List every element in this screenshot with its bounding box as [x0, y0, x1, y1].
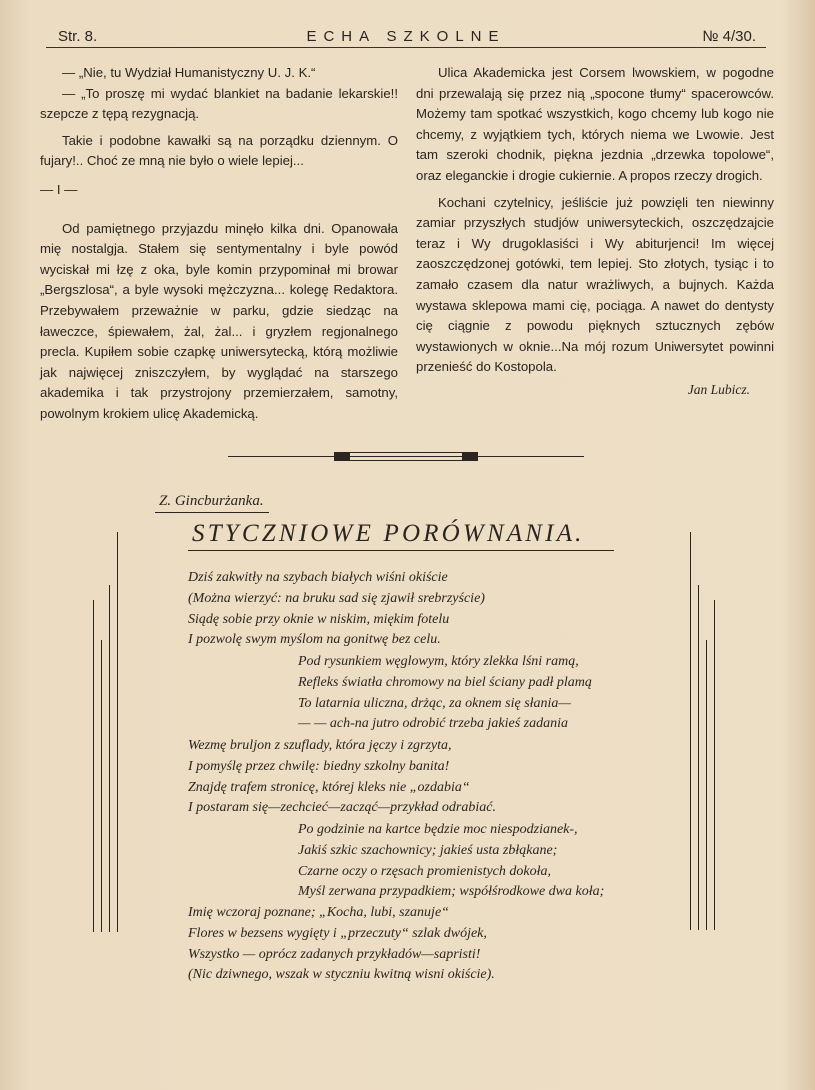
left-paragraph: — „Nie, tu Wydział Humanistyczny U. J. K.“ [62, 65, 316, 80]
page-number: Str. 8. [58, 28, 98, 45]
poem-line: I pomyślę przez chwilę: biedny szkolny banita! [188, 758, 450, 774]
poem-line: To latarnia uliczna, drżąc, za oknem się słania— [298, 695, 571, 711]
decor-line-left [101, 640, 102, 932]
journal-title: ECHA SZKOLNE [306, 28, 506, 45]
header-rule [46, 47, 766, 48]
decor-line-right [706, 640, 707, 930]
poem-line: Wszystko — oprócz zadanych przykładów—sapristi! [188, 946, 481, 962]
right-column [416, 63, 774, 401]
decor-line-right [698, 585, 699, 930]
poem-line: Imię wczoraj poznane; „Kocha, lubi, szanuje“ [188, 905, 449, 920]
poem-line: Wezmę bruljon z szuflady, która jęczy i zgrzyta, [188, 738, 452, 753]
divider-line [346, 452, 466, 453]
poem-line: Refleks światła chromowy na biel ściany padł plamą [298, 674, 592, 690]
issue-number: № 4/30. [702, 28, 756, 45]
poem-line: Znajdę trafem stronicę, której kleks nie „ozdabia“ [188, 779, 470, 795]
left-paragraph: — „To proszę mi wydać blankiet na badanie lekarskie!! szepcze z tępą rezygnacją. [40, 85, 398, 122]
poem-line: I postaram się—zechcieć—zacząć—przykład odrabiać. [188, 800, 496, 816]
divider-block [334, 452, 350, 461]
poem-stanza [298, 820, 604, 903]
decor-line-right [714, 600, 715, 930]
left-column [40, 63, 398, 425]
poem-author: Z. Gincburżanka. [159, 493, 264, 509]
article-signature: Jan Lubicz. [687, 381, 750, 397]
decor-line-right [690, 532, 691, 930]
poem-line: Pod rysunkiem węglowym, który zlekka lśni ramą, [298, 654, 579, 669]
decor-line-left [109, 585, 110, 932]
poem-line: Jakiś szkic szachownicy; jakieś usta zbłąkane; [298, 842, 558, 858]
poem-title: STYCZNIOWE PORÓWNANIA. [192, 520, 585, 547]
poem-line: — — ach-na jutro odrobić trzeba jakieś zadania [298, 716, 569, 732]
poem-stanza [298, 652, 592, 735]
divider-line [228, 456, 584, 457]
right-paragraph: Kochani czytelnicy, jeśliście już powzięli ten niewinny zamiar przyszłych studjów uniwersyteckich, oszczędzajcie teraz i Wy drugoklasiści i Wy abiturjenci! Im więcej zaoszczędzonej gotówki, tem lepiej. Sto złotych, tysiąc i to zamało czasem dla natur wrażliwych, a bujnych. Każda wystawa sklepowa mami cię, pociąga. A nawet do dentysty cię ciągnie z powodu pięknych sztucznych zębów wystawionych w oknie...Na mój rozum Uniwersytet powinni przenieść do Kostopola. [416, 194, 774, 375]
poem-line: Po godzinie na kartce będzie moc niespodzianek-, [298, 822, 578, 837]
poem-stanza [188, 568, 485, 651]
poem-line: (Nic dziwnego, wszak w styczniu kwitną wisni okiście). [188, 967, 495, 983]
left-paragraph: Od pamiętnego przyjazdu minęło kilka dni. Opanowała mię nostalgja. Stałem się sentymentalny i byle powód wyciskał mi łzę z oka, byle komin przypominał mi browar „Bergszlosa“, a byle wysoki mężczyzna... kolegę Redaktora. Przebywałem przeważnie w parku, gdzie siedząc na ławeczce, śpiewałem, żal, żal... i gryzłem regjonalnego precla. Kupiłem sobie czapkę uniwersytecką, którą możliwie jak najwięcej zniszczyłem, by wyglądać na starszego akademika i tak przystrojony przemierzałem, samotny, powolnym krokiem ulicę Akademicką. [40, 220, 398, 421]
left-paragraph: Takie i podobne kawałki są na porządku dziennym. O fujary!.. Choć ze mną nie było o wiele lepiej... [40, 132, 398, 169]
poem-line: Dziś zakwitły na szybach białych wiśni okiście [188, 570, 448, 585]
poem-line: (Można wierzyć: na bruku sad się zjawił srebrzyście) [188, 590, 485, 606]
section-separator: — I — [40, 181, 78, 197]
right-paragraph: Ulica Akademicka jest Corsem lwowskiem, w pogodne dni przewalają się przez nią „spocone tłumy“ spacerowców. Możemy tam spotkać wszystkich, kogo chcemy lub kogo nie chcemy, z wyjątkiem tych, których niema we Lwowie. Jest tam szeroki chodnik, piękna jezdnia „drzewka topolowe“, oraz eleganckie i drogie cukiernie. A propos rzeczy drogich. [416, 65, 774, 183]
ornamental-divider [228, 448, 584, 466]
poem-line: Czarne oczy o rzęsach promienistych dokoła, [298, 863, 551, 879]
poem-stanza [188, 903, 495, 986]
poem-stanza [188, 736, 496, 819]
divider-line [346, 460, 466, 461]
author-underline [155, 512, 269, 513]
poem-line: I pozwolę swym myślom na gonitwę bez celu. [188, 632, 441, 648]
divider-block [462, 452, 478, 461]
poem-line: Flores w bezsens wygięty i „przeczuty“ szlak dwójek, [188, 925, 487, 941]
poem-line: Myśl zerwana przypadkiem; współśrodkowe dwa koła; [298, 884, 605, 900]
decor-line-left [93, 600, 94, 932]
title-underline [188, 550, 614, 551]
poem-line: Siądę sobie przy oknie w niskim, miękim fotelu [188, 611, 450, 627]
decor-line-left [117, 532, 118, 932]
page-header [46, 26, 766, 48]
